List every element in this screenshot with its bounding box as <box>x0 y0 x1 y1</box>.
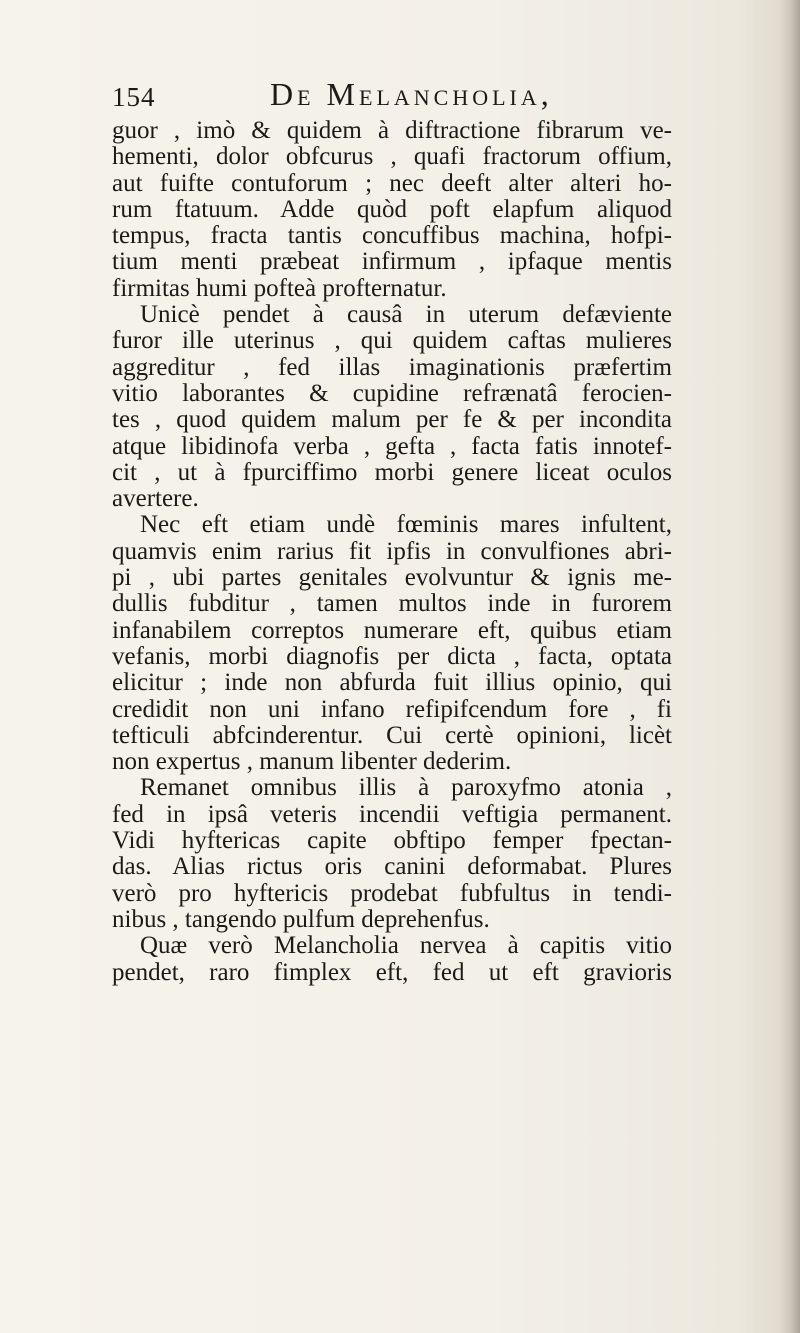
text-line: tefticuli abfcinderentur. Cui certè opinioni, licèt <box>112 721 672 749</box>
text-line: elicitur ; inde non abfurda fuit illius opinio, qui <box>112 669 672 697</box>
paragraph-start: Nec eft etiam undè fœminis mares infultent, <box>140 511 672 539</box>
text-line: pi , ubi partes genitales evolvuntur & ignis me- <box>112 564 672 592</box>
text-line: tempus, fracta tantis concuffibus machina, hofpi- <box>112 222 672 250</box>
text-line: tium menti præbeat infirmum , ipfaque mentis <box>112 248 672 276</box>
text-line: non expertus , manum libenter dederim. <box>112 748 512 776</box>
text-line: fed in ipsâ veteris incendii veftigia permanent. <box>112 800 672 828</box>
text-line: avertere. <box>112 485 199 513</box>
text-line: pendet, raro fimplex eft, fed ut eft gravioris <box>112 958 672 986</box>
text-line: nibus , tangendo pulfum deprehenfus. <box>112 905 490 933</box>
text-line: aut fuifte contuforum ; nec deeft alter alteri ho- <box>112 169 672 197</box>
text-line: das. Alias rictus oris canini deformabat. Plures <box>112 853 672 881</box>
text-line: vefanis, morbi diagnofis per dicta , facta, optata <box>112 642 672 670</box>
text-line: furor ille uterinus , qui quidem caftas mulieres <box>112 327 672 355</box>
page-number: 154 <box>112 82 156 112</box>
running-title: De Melancholia, <box>270 76 553 112</box>
paragraph-start: Quæ verò Melancholia nervea à capitis vitio <box>140 932 672 960</box>
text-line: aggreditur , fed illas imaginationis præfertim <box>112 353 672 381</box>
text-line: tes , quod quidem malum per fe & per incondita <box>112 406 672 434</box>
text-line: atque libidinofa verba , gefta , facta fatis innotef- <box>112 432 672 460</box>
text-line: hementi, dolor obfcurus , quafi fractorum offium, <box>112 143 672 171</box>
paragraph-start: Unicè pendet à causâ in uterum defæviente <box>140 301 672 329</box>
text-line: quamvis enim rarius fit ipfis in convulfiones abri- <box>112 537 672 565</box>
text-line: Vidi hyftericas capite obftipo femper fpectan- <box>112 827 672 855</box>
text-line: rum ftatuum. Adde quòd poft elapfum aliquod <box>112 195 672 223</box>
text-line: verò pro hyftericis prodebat fubfultus in tendi- <box>112 879 672 907</box>
text-line: infanabilem correptos numerare eft, quibus etiam <box>112 616 672 644</box>
text-line: cit , ut à fpurciffimo morbi genere liceat oculos <box>112 458 672 486</box>
text-line: credidit non uni infano refipifcendum fore , fi <box>112 695 672 723</box>
text-line: guor , imò & quidem à diftractione fibrarum ve- <box>112 117 672 144</box>
page-edge-shadow <box>778 0 800 1333</box>
text-line: dullis fubditur , tamen multos inde in furorem <box>112 590 672 618</box>
text-line: vitio laborantes & cupidine refrænatâ ferocien- <box>112 379 672 407</box>
text-line: firmitas humi pofteà profternatur. <box>112 274 447 302</box>
body-text <box>112 118 672 986</box>
running-head <box>112 76 672 116</box>
paragraph-start: Remanet omnibus illis à paroxyfmo atonia , <box>140 774 672 802</box>
